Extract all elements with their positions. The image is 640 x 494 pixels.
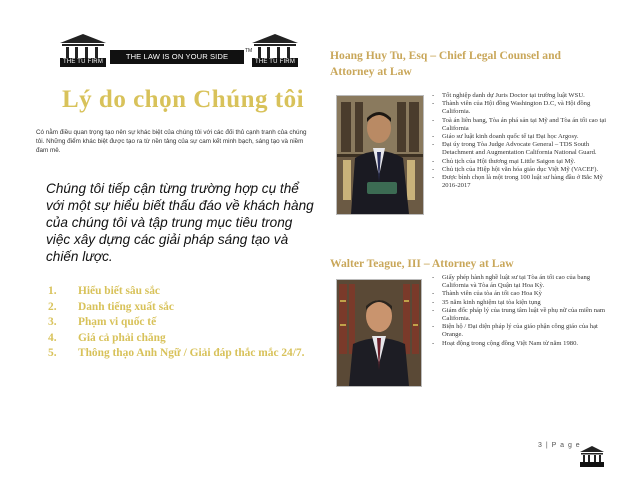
attorney-1-photo xyxy=(336,95,424,215)
list-item: - Được bình chọn là một trong 100 luật sư hàng đầu ở Bắc Mỹ 2016-2017 xyxy=(430,174,610,190)
attorney-1-name: Hoang Huy Tu, Esq – Chief Legal Counsel and Attorney at Law xyxy=(330,49,561,78)
slogan-banner: THE LAW IS ON YOUR SIDE xyxy=(110,50,244,64)
list-item: - Đại úy trong Tòa Judge Advocate General – TDS South Detachment and Augmentation California National Guard. xyxy=(430,141,610,157)
list-item: - Chủ tịch của Hiệp hội văn hóa giáo dục Việt Mỹ (VACEF). xyxy=(430,166,610,174)
list-item: - Giáo sư luật kinh doanh quốc tế tại Đại học Argosy. xyxy=(430,133,610,141)
list-item: 4. Giá cả phải chăng xyxy=(48,331,166,344)
attorney-2-credentials xyxy=(430,274,612,348)
list-item: 1. Hiểu biết sâu sắc xyxy=(48,285,160,297)
firm-name-right: THE TU FIRM xyxy=(252,58,298,67)
firm-name-left: THE TU FIRM xyxy=(60,58,106,67)
list-item: - Tốt nghiệp danh dự Juris Doctor tại trường luật WSU. xyxy=(430,92,610,100)
footer-firm-logo-icon xyxy=(580,446,604,468)
header-logo-strip xyxy=(60,34,304,70)
list-item: - Thành viên của Hội đồng Washington D.C, và Hội đồng California. xyxy=(430,100,610,116)
list-item: - Giám đốc pháp lý của trung tâm luật về phụ nữ của miền nam California. xyxy=(430,307,612,323)
list-item: - Giấy phép hành nghề luật sư tại Tòa án tối cao của bang California và Tòa án Quận tại Hoa Kỳ. xyxy=(430,274,612,290)
attorney-2-name: Walter Teague, III – Attorney at Law xyxy=(330,257,514,270)
list-item: - Hoạt động trong cộng đồng Việt Nam từ năm 1980. xyxy=(430,340,612,348)
list-item: - Toà án liên bang, Tòa án phá sản tại Mỹ and Tòa án tối cao tại California xyxy=(430,117,610,133)
firm-logo-left-icon xyxy=(60,34,106,68)
list-item: - Chủ tịch của Hội thương mại Little Saigon tại Mỹ. xyxy=(430,158,610,166)
list-item: - 35 năm kinh nghiệm tại tòa kiện tụng xyxy=(430,299,612,307)
reasons-list xyxy=(48,284,318,362)
attorney-1-credentials xyxy=(430,92,610,190)
list-item: - Biện hộ / Đại diện pháp lý của giáo phận công giáo của hạt Orange. xyxy=(430,323,612,339)
trademark-mark: TM xyxy=(245,48,253,54)
highlight-quote: Chúng tôi tiếp cận từng trường hợp cụ thể với một sự hiểu biết thấu đáo về khách hàng của chúng tôi và tập trung mục tiêu trong việc xây dựng các giải pháp sáng tạo và chiến lược. xyxy=(46,181,314,264)
page-number: 3 | P a g e xyxy=(538,442,581,449)
firm-logo-right-icon xyxy=(252,34,298,68)
page-title: Lý do chọn Chúng tôi xyxy=(62,86,305,113)
list-item: 2. Danh tiếng xuất sắc xyxy=(48,300,174,313)
intro-paragraph: Có nằm điều quan trọng tạo nên sự khác biệt của chúng tôi với các đối thủ cạnh tranh của chúng tôi. Những điểm khác biệt được tạo ra từ nền tảng của sự cam kết minh bạch, sáng tạo và niềm đam mê. xyxy=(36,129,307,154)
list-item: 3. Phạm vi quốc tế xyxy=(48,316,157,328)
attorney-2-photo xyxy=(336,279,422,387)
list-item: - Thành viên của tòa án tối cao Hoa Kỳ xyxy=(430,290,612,298)
list-item: 5. Thông thạo Anh Ngữ / Giải đáp thắc mắc 24/7. xyxy=(48,347,305,359)
